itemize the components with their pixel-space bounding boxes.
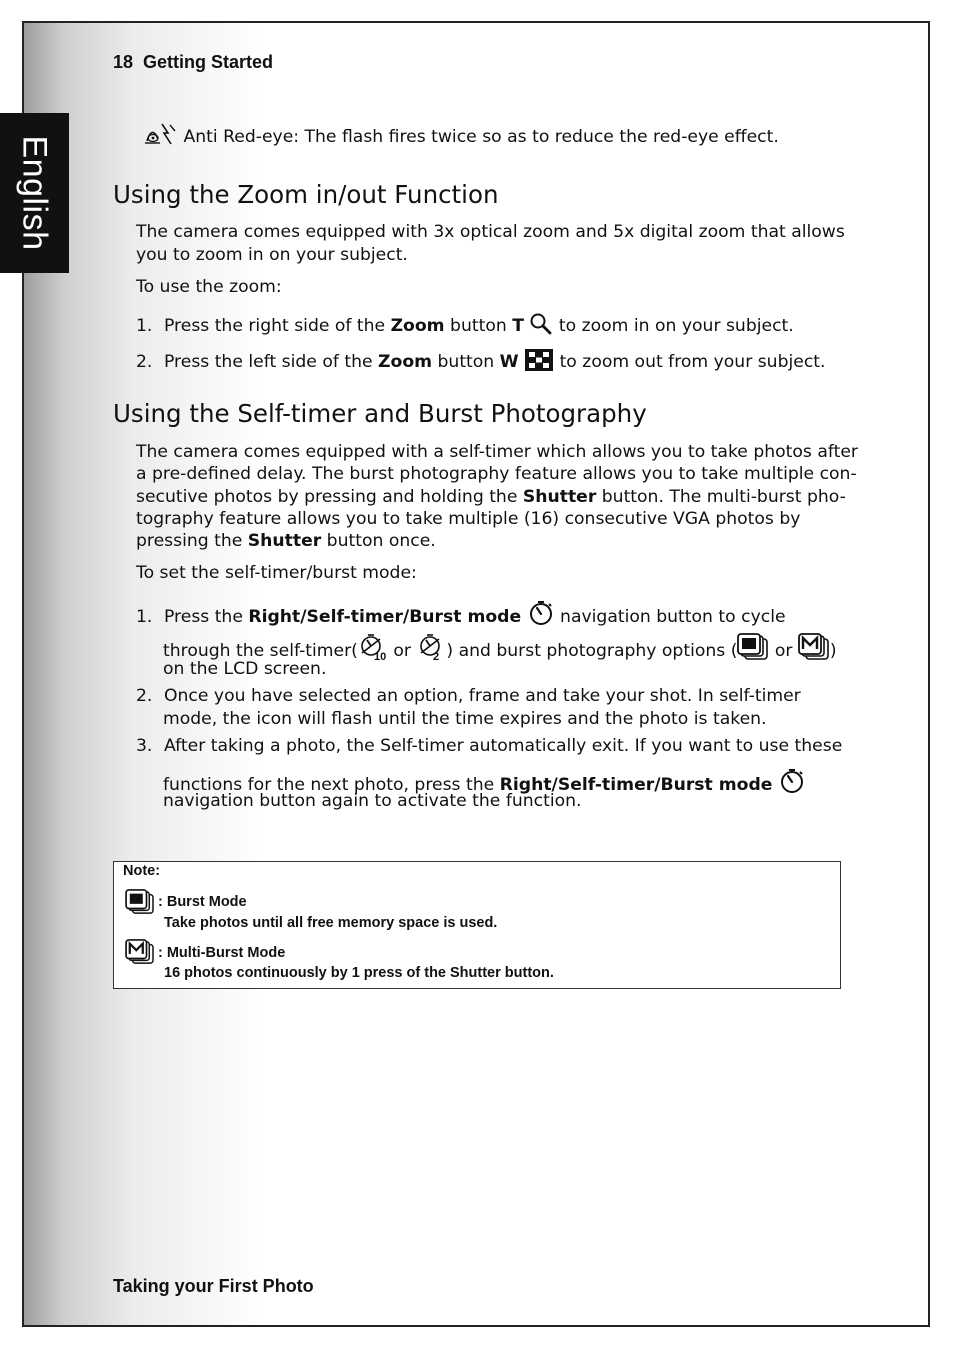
step-number: 1. bbox=[136, 607, 153, 627]
selftimer-para-line-1: The camera comes equipped with a self-timer which allows you to take photos after bbox=[136, 442, 858, 462]
step-number: 2. bbox=[136, 352, 153, 372]
note-box bbox=[113, 861, 841, 989]
step-number: 2. bbox=[136, 686, 153, 706]
note-burst-label: : Burst Mode bbox=[158, 894, 247, 910]
selftimer-step-1-line-1: 1. Press the Right/Self-timer/Burst mode navigation button to cycle bbox=[136, 599, 786, 628]
self-timer-10s-icon bbox=[358, 633, 388, 661]
selftimer-step-1-line-2: through the self-timer( 10 or 2 ) and burst photography options ( or ) bbox=[163, 633, 837, 662]
svg-text:10: 10 bbox=[373, 651, 387, 661]
selftimer-step-1-line-3: on the LCD screen. bbox=[163, 659, 327, 679]
language-tab-label: English bbox=[15, 135, 54, 251]
note-multi-desc: 16 photos continuously by 1 press of the Shutter button. bbox=[164, 965, 554, 981]
self-timer-icon bbox=[527, 599, 555, 627]
svg-text:2: 2 bbox=[433, 651, 440, 661]
step-number: 3. bbox=[136, 736, 153, 756]
page-number: 18 bbox=[113, 52, 134, 72]
anti-red-eye-icon bbox=[144, 121, 178, 147]
selftimer-heading: Using the Self-timer and Burst Photography bbox=[113, 399, 647, 428]
multi-burst-mode-icon bbox=[124, 939, 156, 965]
selftimer-para-line-5: pressing the Shutter button once. bbox=[136, 531, 436, 551]
note-burst-desc: Take photos until all free memory space is used. bbox=[164, 915, 498, 931]
selftimer-step-3-line-1: 3. After taking a photo, the Self-timer automatically exit. If you want to use these bbox=[136, 736, 843, 756]
selftimer-step-3-line-3: navigation button again to activate the function. bbox=[163, 791, 582, 811]
multi-burst-mode-icon bbox=[798, 633, 830, 661]
zoom-step-2: 2. Press the left side of the Zoom button W to zoom out from your subject. bbox=[136, 348, 826, 373]
page-frame bbox=[22, 21, 930, 1327]
selftimer-step-2-line-2: mode, the icon will flash until the time expires and the photo is taken. bbox=[163, 709, 767, 729]
zoom-intro-line-1: The camera comes equipped with 3x optical zoom and 5x digital zoom that allows bbox=[136, 222, 845, 242]
selftimer-para-line-2: a pre-defined delay. The burst photography feature allows you to take multiple con- bbox=[136, 464, 857, 484]
self-timer-2s-icon bbox=[416, 633, 446, 661]
selftimer-step-2-line-1: 2. Once you have selected an option, frame and take your shot. In self-timer bbox=[136, 686, 801, 706]
note-multi-label: : Multi-Burst Mode bbox=[158, 945, 286, 961]
burst-mode-icon bbox=[737, 633, 769, 661]
section-title: Getting Started bbox=[143, 52, 274, 72]
note-title: Note: bbox=[123, 863, 161, 879]
anti-red-eye-text: Anti Red-eye: The flash fires twice so as to reduce the red-eye effect. bbox=[183, 127, 779, 147]
selftimer-para-line-4: tography feature allows you to take multiple (16) consecutive VGA photos by bbox=[136, 509, 801, 529]
zoom-heading: Using the Zoom in/out Function bbox=[113, 180, 499, 209]
burst-mode-icon bbox=[124, 889, 156, 915]
selftimer-step-3-line-2: functions for the next photo, press the Right/Self-timer/Burst mode bbox=[163, 767, 806, 796]
selftimer-lead: To set the self-timer/burst mode: bbox=[136, 563, 417, 583]
self-timer-icon bbox=[778, 767, 806, 795]
anti-red-eye-line bbox=[144, 121, 779, 148]
zoom-tele-magnifier-icon bbox=[529, 312, 553, 336]
zoom-step-1: 1. Press the right side of the Zoom button T to zoom in on your subject. bbox=[136, 312, 794, 337]
zoom-wide-thumbnail-icon bbox=[524, 348, 554, 372]
step-number: 1. bbox=[136, 316, 153, 336]
zoom-lead: To use the zoom: bbox=[136, 277, 282, 297]
language-tab bbox=[0, 113, 69, 273]
selftimer-para-line-3: secutive photos by pressing and holding the Shutter button. The multi-burst pho- bbox=[136, 487, 846, 507]
footer-title: Taking your First Photo bbox=[113, 1276, 314, 1296]
zoom-intro-line-2: you to zoom in on your subject. bbox=[136, 245, 408, 265]
running-head bbox=[113, 52, 273, 73]
